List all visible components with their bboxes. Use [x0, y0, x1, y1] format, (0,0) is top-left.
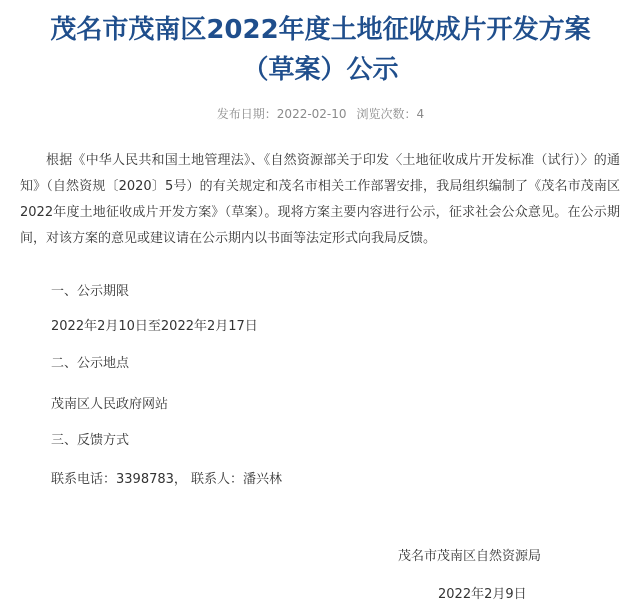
section-heading-period: 一、公示期限	[51, 284, 130, 299]
publish-date: 发布日期：2022-02-10	[216, 107, 347, 121]
section-content-location: 茂南区人民政府网站	[51, 397, 169, 412]
section-heading-feedback: 三、反馈方式	[51, 433, 130, 448]
title-line-2: （草案）公示	[242, 55, 399, 85]
page-title	[0, 10, 641, 90]
section-heading-location: 二、公示地点	[51, 356, 130, 371]
article-meta	[0, 106, 641, 122]
section-content-feedback: 联系电话：3398783， 联系人：潘兴林	[51, 472, 283, 487]
signature-date: 2022年2月9日	[438, 587, 527, 602]
signature-org: 茂名市茂南区自然资源局	[398, 549, 542, 564]
view-count: 浏览次数：4	[356, 107, 425, 121]
section-content-period: 2022年2月10日至2022年2月17日	[51, 319, 258, 334]
intro-paragraph: 根据《中华人民共和国土地管理法》、《自然资源部关于印发〈土地征收成片开发标准（试行）〉的通知》（自然资规〔2020〕5号）的有关规定和茂名市相关工作部署安排，我局组织编制了《茂名市茂南区2022年度土地征收成片开发方案》（草案）。现将方案主要内容进行公示，征求社会公众意见。在公示期间，对该方案的意见或建议请在公示期内以书面等法定形式向我局反馈。	[20, 153, 620, 246]
title-line-1: 茂名市茂南区2022年度土地征收成片开发方案	[50, 15, 591, 45]
